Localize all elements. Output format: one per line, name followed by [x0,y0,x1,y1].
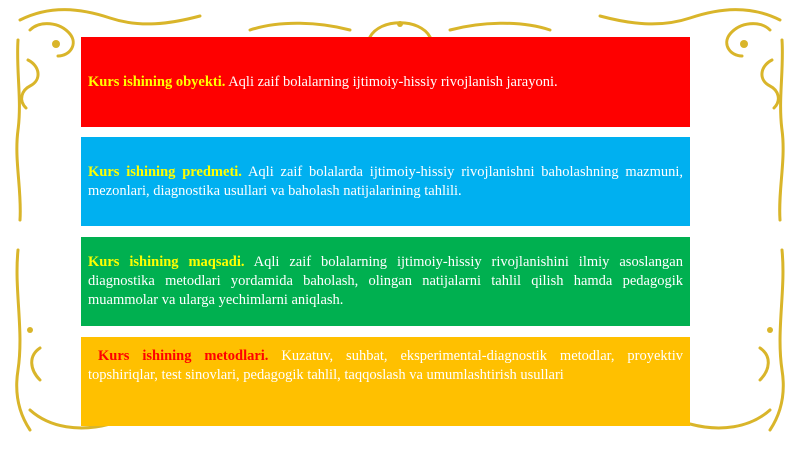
goal-text: Aqli zaif bolalarning ijtimoiy-hissiy rivojlanishini ilmiy asoslangan diagnostika metodlari yordamida baholash, olingan natijalarni tahlil qilish hamda pedagogik muammolar va ularga yechimlarni aniqlash. [88,254,683,308]
object-box [81,37,690,127]
subject-text: Aqli zaif bolalarda ijtimoiy-hissiy rivojlanishni baholashning mazmuni, mezonlari, diagnostika usullari va baholash natijalarining tahlili. [88,163,683,199]
object-paragraph [88,73,683,92]
goal-label: Kurs ishining maqsadi. [88,254,245,270]
object-label: Kurs ishining obyekti. [88,73,226,90]
methods-label: Kurs ishining metodlari. [98,348,269,364]
methods-box [81,337,690,426]
goal-paragraph [88,253,683,310]
goal-box [81,237,690,326]
methods-text: Kuzatuv, suhbat, eksperimental-diagnostik metodlar, proyektiv topshiriqlar, test sinovlari, pedagogik tahlil, taqqoslash va umumlashtirish usullari [88,348,683,383]
subject-box [81,137,690,226]
methods-paragraph [88,347,683,385]
object-text: Aqli zaif bolalarning ijtimoiy-hissiy rivojlanish jarayoni. [225,73,558,90]
subject-label: Kurs ishining predmeti. [88,163,242,180]
subject-paragraph [88,163,683,201]
